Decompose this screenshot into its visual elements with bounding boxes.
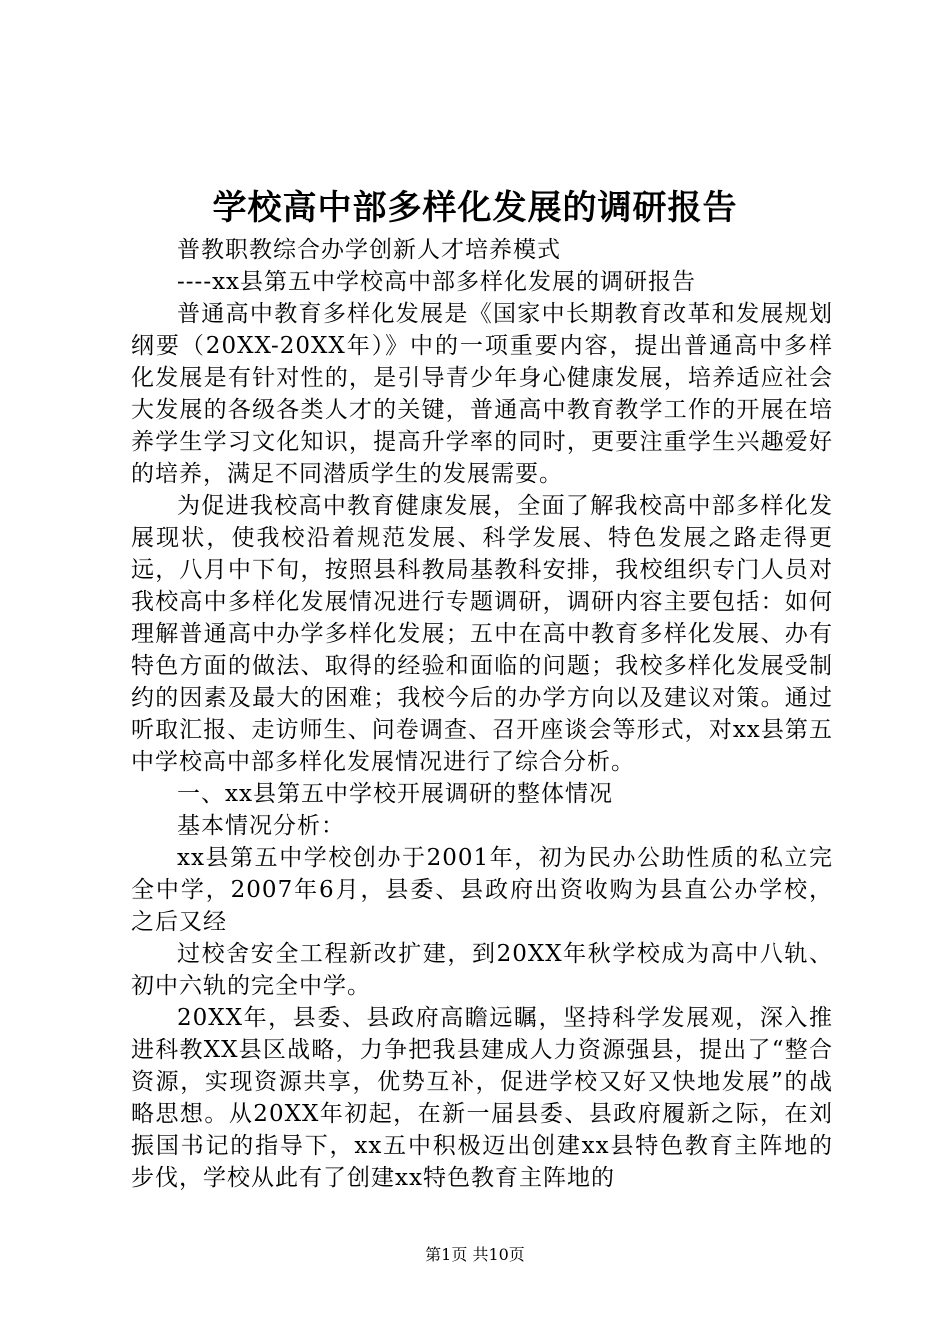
page-footer: 第1页 共10页: [425, 1245, 525, 1264]
body-paragraph: 为促进我校高中教育健康发展，全面了解我校高中部多样化发展现状，使我校沿着规范发展、科学发展、特色发展之路走得更远，八月中下旬，按照县科教局基教科安排，我校组织专门人员对我校高中多样化发展情况进行专题调研，调研内容主要包括：如何理解普通高中办学多样化发展；五中在高中教育多样化发展、办有特色方面的做法、取得的经验和面临的问题；我校多样化发展受制约的因素及最大的困难；我校今后的办学方向以及建议对策。通过听取汇报、走访师生、问卷调查、召开座谈会等形式，对xx县第五中学校高中部多样化发展情况进行了综合分析。: [131, 493, 833, 775]
subsection-heading: 基本情况分析：: [177, 813, 345, 839]
body-paragraph: 普通高中教育多样化发展是《国家中长期教育改革和发展规划纲要（20XX-20XX年）》中的一项重要内容，提出普通高中多样化发展是有针对性的，是引导青少年身心健康发展，培养适应社会大发展的各级各类人才的关键，普通高中教育教学工作的开展在培养学生学习文化知识，提高升学率的同时，更要注重学生兴趣爱好的培养，满足不同潜质学生的发展需要。: [131, 301, 833, 487]
document-title: 学校高中部多样化发展的调研报告: [212, 188, 738, 228]
subtitle-line: 普教职教综合办学创新人才培养模式: [177, 237, 561, 263]
body-paragraph: 过校舍安全工程新改扩建，到20XX年秋学校成为高中八轨、初中六轨的完全中学。: [131, 941, 833, 999]
section-heading: 一、xx县第五中学校开展调研的整体情况: [177, 781, 613, 807]
subtitle-line: ----xx县第五中学校高中部多样化发展的调研报告: [177, 269, 697, 295]
body-paragraph: xx县第五中学校创办于2001年，初为民办公助性质的私立完全中学，2007年6月，县委、县政府出资收购为县直公办学校，之后又经: [131, 845, 833, 935]
document-body: [131, 234, 833, 1194]
body-paragraph: 20XX年，县委、县政府高瞻远瞩，坚持科学发展观，深入推进科教XX县区战略，力争把我县建成人力资源强县，提出了“整合资源，实现资源共享，优势互补，促进学校又好又快地发展”的战略思想。从20XX年初起，在新一届县委、县政府履新之际，在刘振国书记的指导下，xx五中积极迈出创建xx县特色教育主阵地的步伐，学校从此有了创建xx特色教育主阵地的: [131, 1005, 833, 1191]
